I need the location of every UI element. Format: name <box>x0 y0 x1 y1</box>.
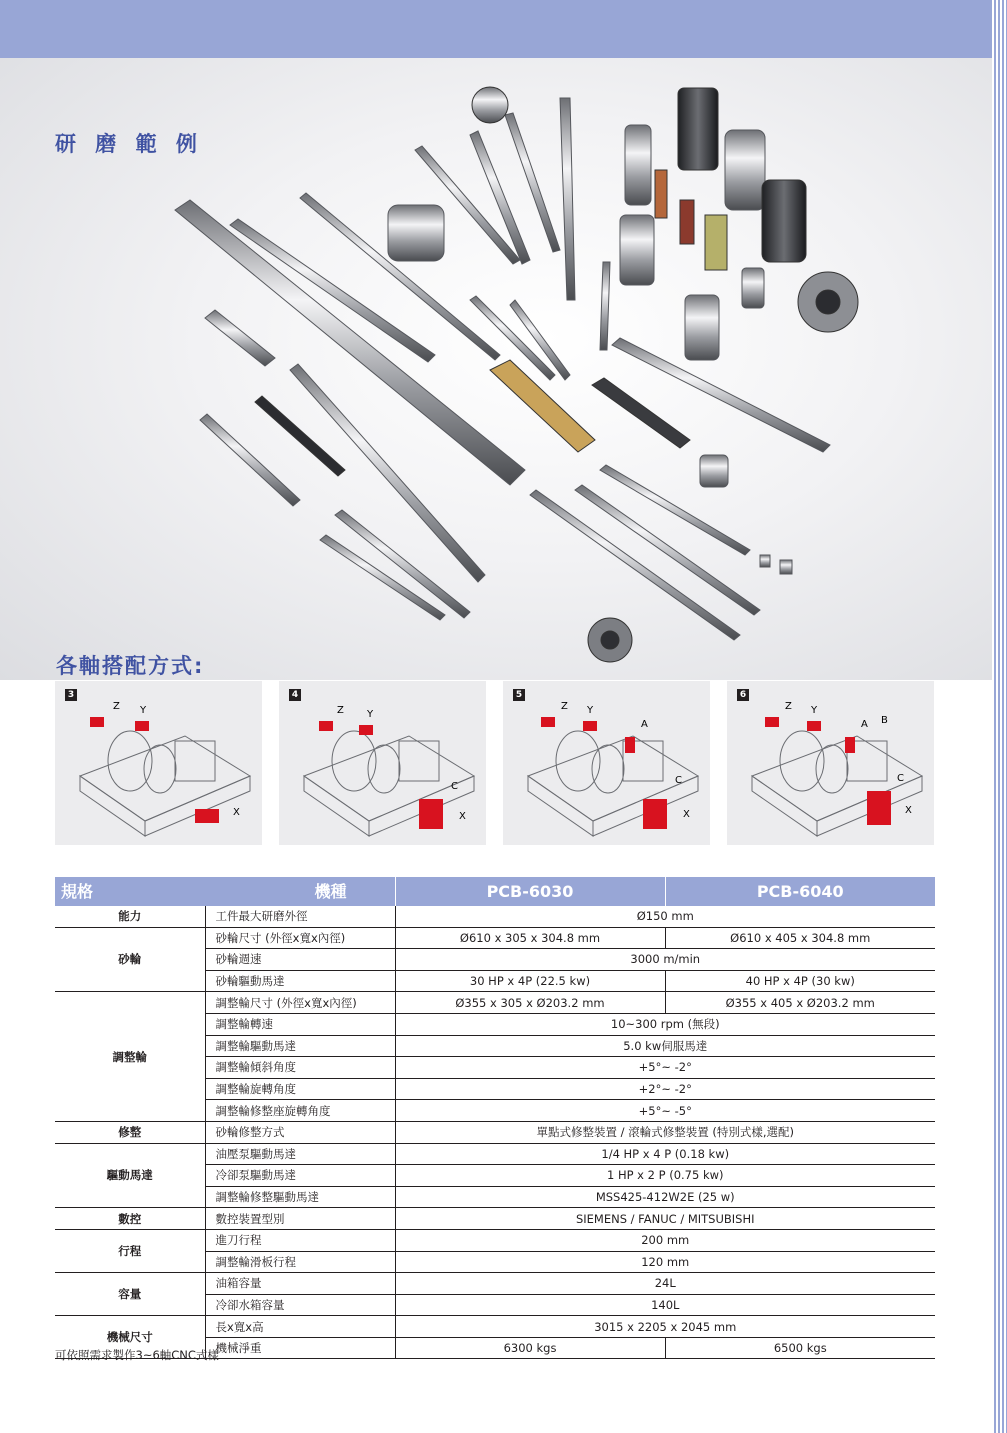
footnote: 可依照需求製作3~6軸CNC式樣 <box>55 1348 219 1362</box>
machine-diagram-4 <box>279 681 486 845</box>
row-value: +2°~ -2° <box>395 1078 935 1100</box>
row-value: 1/4 HP x 4 P (0.18 kw) <box>395 1143 935 1165</box>
axis-label: Y <box>587 705 594 716</box>
side-stripe <box>992 0 1007 1433</box>
row-item: 油壓泵驅動馬達 <box>205 1143 395 1165</box>
row-item: 油箱容量 <box>205 1273 395 1295</box>
axis-label: A <box>641 719 648 730</box>
table-row <box>55 927 935 949</box>
axis-label: C <box>897 773 904 784</box>
row-value: 3015 x 2205 x 2045 mm <box>395 1316 935 1338</box>
row-item: 調整輪滑板行程 <box>205 1251 395 1273</box>
row-item: 調整輪傾斜角度 <box>205 1057 395 1079</box>
row-value: 6300 kgs <box>395 1337 665 1359</box>
row-value: SIEMENS / FANUC / MITSUBISHI <box>395 1208 935 1230</box>
row-value: Ø355 x 405 x Ø203.2 mm <box>665 992 935 1014</box>
table-row <box>55 1208 935 1230</box>
axis-panel-4 <box>279 681 486 845</box>
axis-panel-3 <box>55 681 262 845</box>
row-category: 容量 <box>55 1273 205 1316</box>
row-item: 工件最大研磨外徑 <box>205 906 395 927</box>
row-category: 機械尺寸 <box>55 1316 205 1359</box>
axis-panel-number: 5 <box>513 689 525 701</box>
row-category: 驅動馬達 <box>55 1143 205 1208</box>
row-item: 冷卻泵驅動馬達 <box>205 1165 395 1187</box>
table-row <box>55 1273 935 1295</box>
header-model-6030: PCB-6030 <box>395 877 665 906</box>
row-item: 進刀行程 <box>205 1229 395 1251</box>
axis-label: Y <box>367 709 374 720</box>
row-value: 24L <box>395 1273 935 1295</box>
row-item: 長x寬x高 <box>205 1316 395 1338</box>
row-item: 冷卻水箱容量 <box>205 1294 395 1316</box>
header-machine: 機種 <box>205 877 395 906</box>
axis-config-heading: 各軸搭配方式: <box>56 654 205 678</box>
row-category: 能力 <box>55 906 205 927</box>
row-value: 10~300 rpm (無段) <box>395 1013 935 1035</box>
table-row <box>55 992 935 1014</box>
row-value: Ø610 x 405 x 304.8 mm <box>665 927 935 949</box>
row-value: +5°~ -2° <box>395 1057 935 1079</box>
axis-label: X <box>683 809 690 820</box>
row-value: 5.0 kw伺服馬達 <box>395 1035 935 1057</box>
spec-table-header <box>55 877 935 906</box>
row-category: 砂輪 <box>55 927 205 992</box>
row-value: 200 mm <box>395 1229 935 1251</box>
header-spec: 規格 <box>55 877 205 906</box>
axis-label: X <box>459 811 466 822</box>
table-row <box>55 1143 935 1165</box>
table-row <box>55 906 935 927</box>
row-category: 調整輪 <box>55 992 205 1122</box>
row-item: 調整輪修整座旋轉角度 <box>205 1100 395 1122</box>
axis-label: Z <box>113 701 120 712</box>
row-value: 140L <box>395 1294 935 1316</box>
axis-label: C <box>451 781 458 792</box>
machine-diagram-5 <box>503 681 710 845</box>
row-value: 40 HP x 4P (30 kw) <box>665 970 935 992</box>
axis-panel-5 <box>503 681 710 845</box>
row-item: 調整輪轉速 <box>205 1013 395 1035</box>
row-value: 30 HP x 4P (22.5 kw) <box>395 970 665 992</box>
row-value: 1 HP x 2 P (0.75 kw) <box>395 1165 935 1187</box>
row-item: 機械淨重 <box>205 1337 395 1359</box>
axis-label: C <box>675 775 682 786</box>
row-category: 行程 <box>55 1229 205 1272</box>
table-row <box>55 1121 935 1143</box>
row-value: 3000 m/min <box>395 949 935 971</box>
axis-label: B <box>881 715 888 726</box>
row-value: Ø150 mm <box>395 906 935 927</box>
row-value: 120 mm <box>395 1251 935 1273</box>
grinding-examples-heading: 研 磨 範 例 <box>55 132 203 156</box>
axis-label: Z <box>785 701 792 712</box>
row-value: Ø355 x 305 x Ø203.2 mm <box>395 992 665 1014</box>
row-item: 調整輪旋轉角度 <box>205 1078 395 1100</box>
row-item: 砂輪尺寸 (外徑x寬x內徑) <box>205 927 395 949</box>
axis-label: Z <box>561 701 568 712</box>
axis-label: X <box>905 805 912 816</box>
table-row <box>55 1316 935 1338</box>
machine-diagram-6 <box>727 681 934 845</box>
row-item: 砂輪修整方式 <box>205 1121 395 1143</box>
row-item: 調整輪驅動馬達 <box>205 1035 395 1057</box>
axis-panel-6 <box>727 681 934 845</box>
row-item: 調整輪修整驅動馬達 <box>205 1186 395 1208</box>
row-category: 數控 <box>55 1208 205 1230</box>
axis-label: Z <box>337 705 344 716</box>
row-item: 砂輪驅動馬達 <box>205 970 395 992</box>
row-item: 數控裝置型別 <box>205 1208 395 1230</box>
row-value: 6500 kgs <box>665 1337 935 1359</box>
axis-panel-number: 3 <box>65 689 77 701</box>
row-item: 調整輪尺寸 (外徑x寬x內徑) <box>205 992 395 1014</box>
table-row <box>55 1229 935 1251</box>
row-item: 砂輪週速 <box>205 949 395 971</box>
row-value: Ø610 x 305 x 304.8 mm <box>395 927 665 949</box>
axis-label: A <box>861 719 868 730</box>
top-banner <box>0 0 992 58</box>
spec-table <box>55 877 935 1359</box>
row-value: MSS425-412W2E (25 w) <box>395 1186 935 1208</box>
machine-diagram-3 <box>55 681 262 845</box>
row-category: 修整 <box>55 1121 205 1143</box>
axis-label: Y <box>811 705 818 716</box>
row-value: 單點式修整裝置 / 滾輪式修整裝置 (特別式樣,選配) <box>395 1121 935 1143</box>
header-model-6040: PCB-6040 <box>665 877 935 906</box>
axis-label: Y <box>140 705 147 716</box>
axis-config-panels <box>55 681 935 845</box>
axis-panel-number: 6 <box>737 689 749 701</box>
axis-panel-number: 4 <box>289 689 301 701</box>
row-value: +5°~ -5° <box>395 1100 935 1122</box>
axis-label: X <box>233 807 240 818</box>
